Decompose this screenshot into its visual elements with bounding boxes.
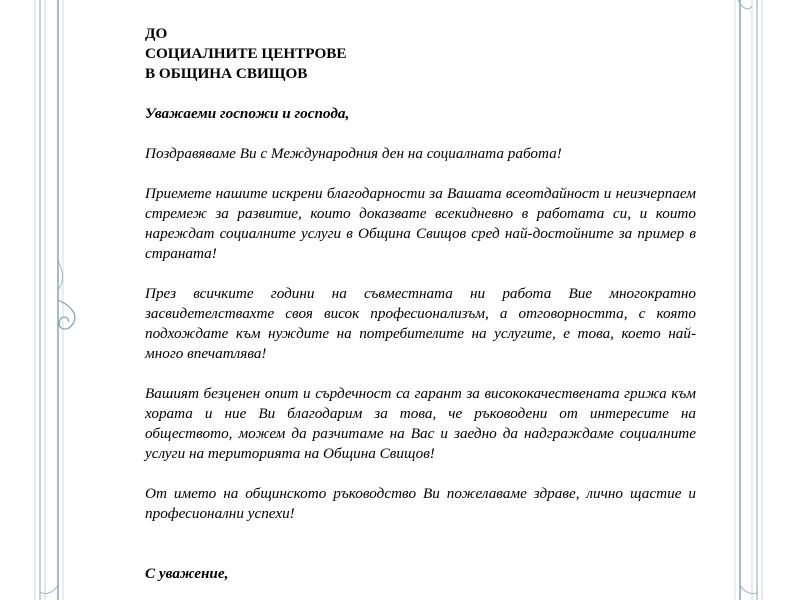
paragraph-gratitude: Приемете нашите искрени благодарности за Вашата всеотдайност и неизчерпаем стремеж за развитие, които доказвате всекидневно в работата си, и които нареждат социалните услуги в Община Свищов сред най-достойните за пример в страната!	[145, 185, 696, 262]
recipient-line-1: ДО	[145, 25, 168, 42]
paragraph-professionalism: През всичките години на съвместната ни работа Вие многократно засвидетелствахте своя висок професионализъм, а отговорността, с която подхождате към нуждите на потребителите на услугите, е това, което най-много впечатлява!	[145, 285, 696, 362]
recipient-line-2: СОЦИАЛНИТЕ ЦЕНТРОВЕ	[145, 45, 347, 62]
closing: С уважение,	[145, 565, 229, 582]
letter-body	[145, 24, 696, 584]
recipient-line-3: В ОБЩИНА СВИЩОВ	[145, 65, 308, 82]
salutation: Уважаеми госпожи и господа,	[145, 105, 350, 122]
paragraph-experience: Вашият безценен опит и сърдечност са гарант за висококачествената грижа към хората и ние Ви благодарим за това, че ръководени от интересите на обществото, можем да разчитаме на Вас и заедно да надграждаме социалните услуги на територията на Община Свищов!	[145, 385, 696, 462]
paragraph-greeting: Поздравяваме Ви с Международния ден на социалната работа!	[145, 145, 562, 162]
paragraph-wishes: От името на общинското ръководство Ви пожелаваме здраве, лично щастие и професионални успехи!	[145, 485, 696, 522]
